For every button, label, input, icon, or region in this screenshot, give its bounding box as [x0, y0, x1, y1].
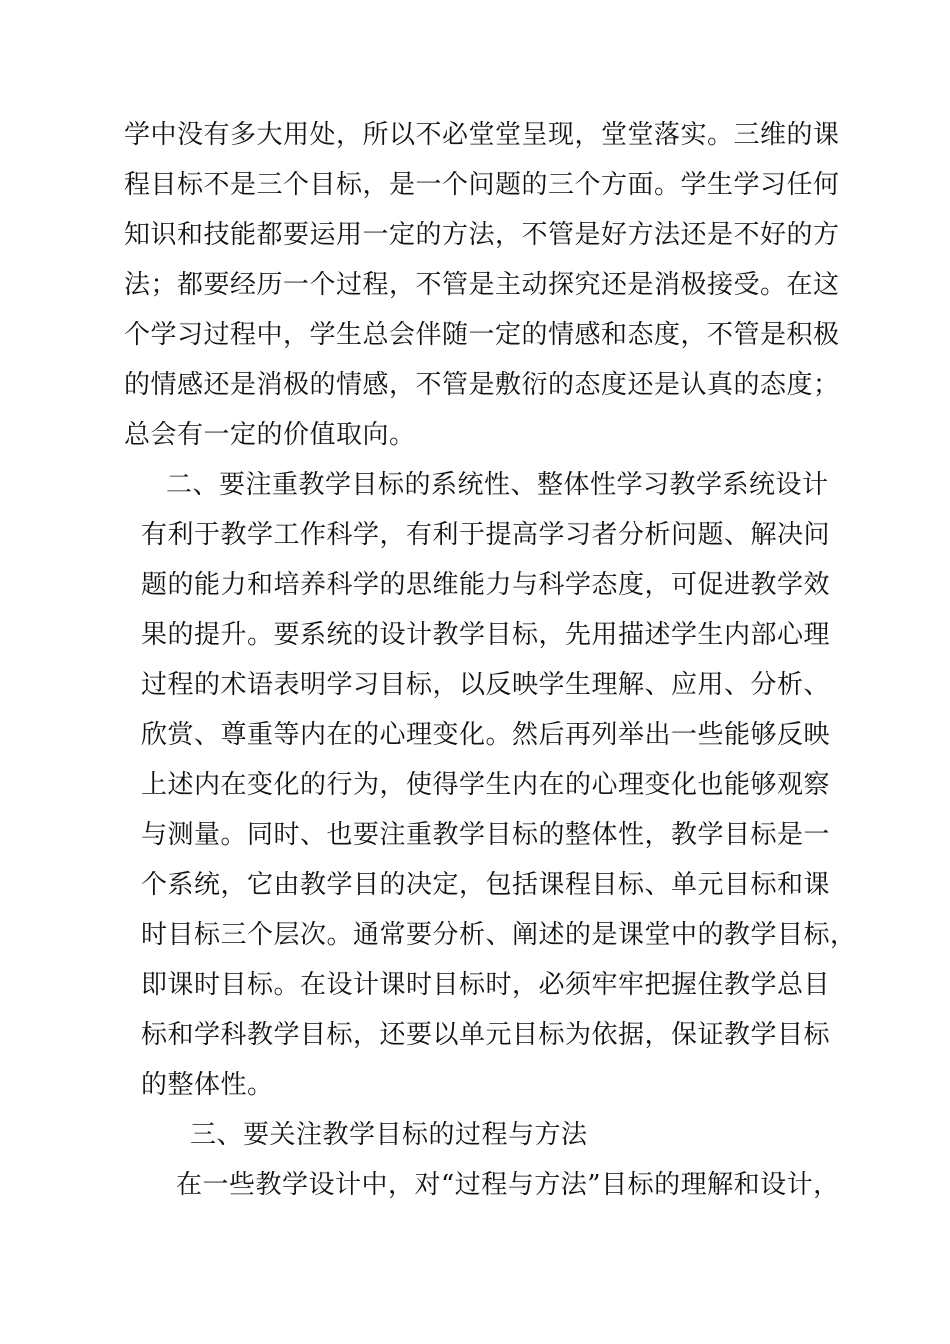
text-line: 程目标不是三个目标，是一个问题的三个方面。学生学习任何 [124, 170, 840, 200]
text-line: 标和学科教学目标，还要以单元目标为依据，保证教学目标 [141, 1020, 831, 1050]
text-line: 题的能力和培养科学的思维能力与科学态度，可促进教学效 [141, 570, 831, 600]
text-line: 的整体性。 [141, 1070, 274, 1100]
text-line: 时目标三个层次。通常要分析、阐述的是课堂中的教学目标， [141, 920, 857, 950]
text-line: 个学习过程中，学生总会伴随一定的情感和态度，不管是积极 [124, 320, 840, 350]
text-line: 果的提升。要系统的设计教学目标，先用描述学生内部心理 [141, 620, 831, 650]
text-line: 个系统，它由教学目的决定，包括课程目标、单元目标和课 [141, 870, 831, 900]
text-line: 即课时目标。在设计课时目标时，必须牢牢把握住教学总目 [141, 970, 831, 1000]
text-line: 欣赏、尊重等内在的心理变化。然后再列举出一些能够反映 [141, 720, 831, 750]
text-line: 学中没有多大用处，所以不必堂堂呈现，堂堂落实。三维的课 [124, 120, 840, 150]
text-line: 法；都要经历一个过程，不管是主动探究还是消极接受。在这 [124, 270, 840, 300]
section-heading: 三、要关注教学目标的过程与方法 [190, 1120, 588, 1150]
text-line: 有利于教学工作科学，有利于提高学习者分析问题、解决问 [141, 520, 831, 550]
text-line: 在一些教学设计中，对“过程与方法”目标的理解和设计， [176, 1170, 840, 1200]
text-line: 总会有一定的价值取向。 [124, 420, 416, 450]
text-line: 上述内在变化的行为，使得学生内在的心理变化也能够观察 [141, 770, 831, 800]
text-line: 与测量。同时、也要注重教学目标的整体性，教学目标是一 [141, 820, 831, 850]
text-line: 过程的术语表明学习目标，以反映学生理解、应用、分析、 [141, 670, 831, 700]
text-line: 的情感还是消极的情感，不管是敷衍的态度还是认真的态度； [124, 370, 840, 400]
text-line: 知识和技能都要运用一定的方法，不管是好方法还是不好的方 [124, 220, 840, 250]
section-heading: 二、要注重教学目标的系统性、整体性学习教学系统设计 [166, 470, 829, 500]
